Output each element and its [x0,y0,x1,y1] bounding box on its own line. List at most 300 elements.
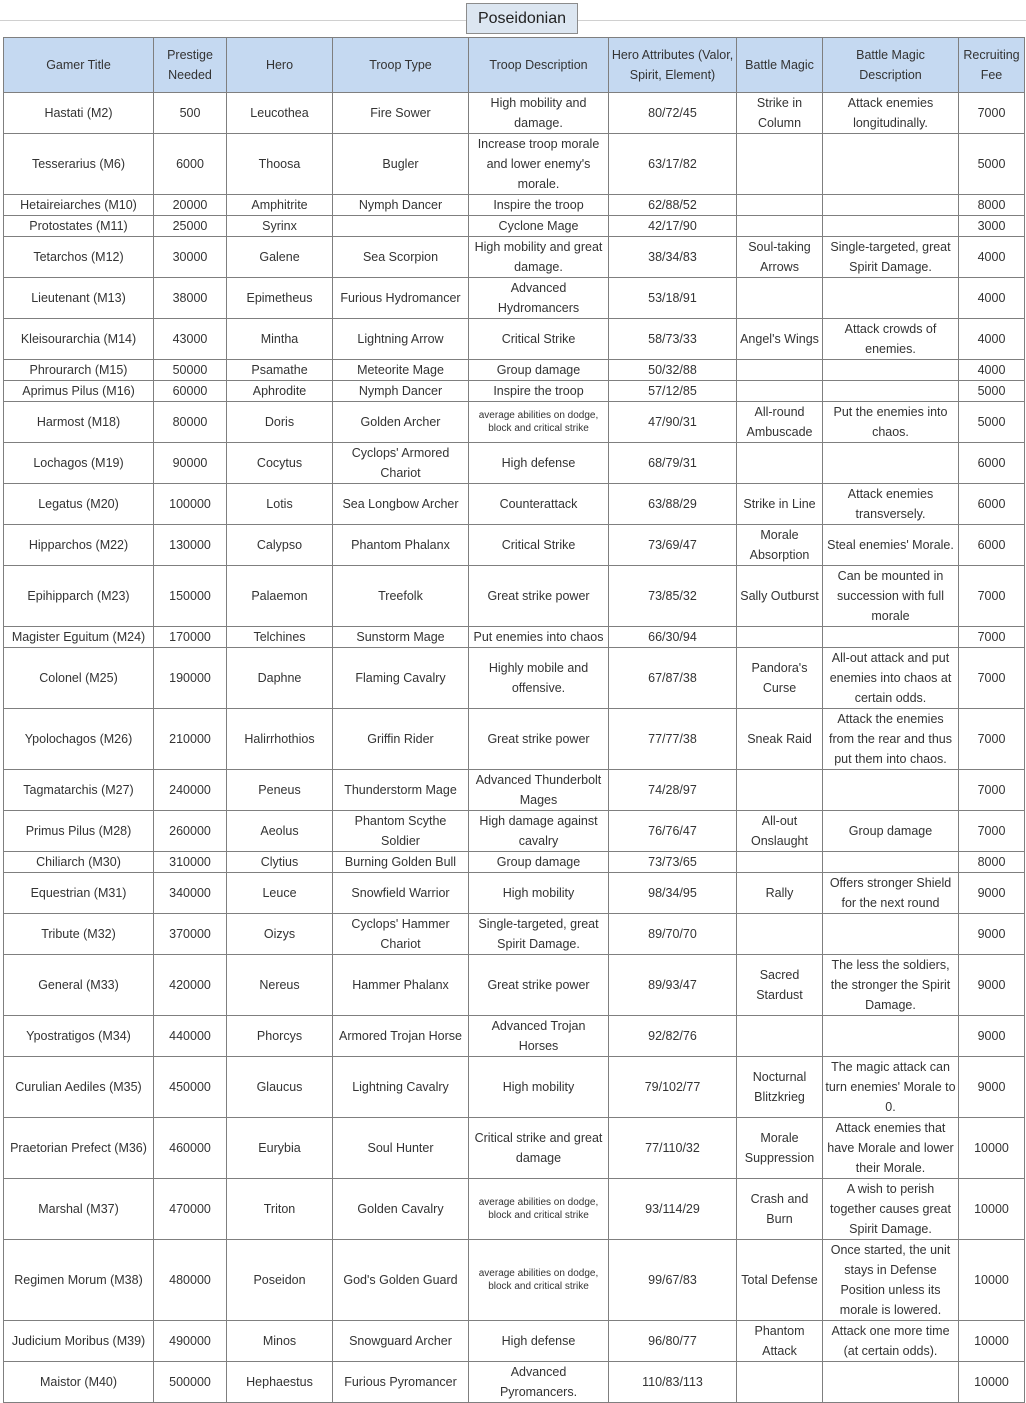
cell-hero-attributes: 42/17/90 [609,216,737,237]
table-row [4,811,1025,852]
cell-hero: Glaucus [227,1057,333,1118]
cell-troop-type: Golden Cavalry [333,1179,469,1240]
cell-battle-magic: All-out Onslaught [737,811,823,852]
poseidonian-table [3,37,1025,1403]
cell-troop-type: God's Golden Guard [333,1240,469,1321]
cell-battle-magic-description: All-out attack and put enemies into chaos at certain odds. [823,648,959,709]
cell-battle-magic-description: Attack enemies that have Morale and lower their Morale. [823,1118,959,1179]
cell-hero-attributes: 53/18/91 [609,278,737,319]
cell-hero-attributes: 98/34/95 [609,873,737,914]
cell-hero-attributes: 63/17/82 [609,134,737,195]
cell-recruiting-fee: 9000 [959,873,1025,914]
cell-prestige-needed: 38000 [154,278,227,319]
cell-hero-attributes: 62/88/52 [609,195,737,216]
cell-hero-attributes: 110/83/113 [609,1362,737,1403]
cell-recruiting-fee: 7000 [959,770,1025,811]
cell-troop-description: High mobility [469,873,609,914]
cell-troop-type: Lightning Arrow [333,319,469,360]
cell-gamer-title: Praetorian Prefect (M36) [4,1118,154,1179]
cell-gamer-title: Judicium Moribus (M39) [4,1321,154,1362]
cell-hero-attributes: 47/90/31 [609,402,737,443]
cell-troop-type: Meteorite Mage [333,360,469,381]
table-row [4,955,1025,1016]
cell-hero: Calypso [227,525,333,566]
cell-prestige-needed: 60000 [154,381,227,402]
cell-recruiting-fee: 5000 [959,134,1025,195]
cell-troop-type: Snowguard Archer [333,1321,469,1362]
cell-recruiting-fee: 8000 [959,852,1025,873]
cell-troop-description: Advanced Pyromancers. [469,1362,609,1403]
cell-troop-description: Cyclone Mage [469,216,609,237]
cell-battle-magic-description [823,1362,959,1403]
cell-prestige-needed: 170000 [154,627,227,648]
table-row [4,914,1025,955]
cell-hero: Syrinx [227,216,333,237]
cell-hero: Minos [227,1321,333,1362]
cell-battle-magic-description: Attack crowds of enemies. [823,319,959,360]
cell-prestige-needed: 190000 [154,648,227,709]
cell-hero: Poseidon [227,1240,333,1321]
table-row [4,566,1025,627]
cell-troop-description: Group damage [469,360,609,381]
cell-troop-type: Sea Scorpion [333,237,469,278]
table-row [4,93,1025,134]
cell-gamer-title: Tesserarius (M6) [4,134,154,195]
table-row [4,381,1025,402]
cell-prestige-needed: 440000 [154,1016,227,1057]
header-row [4,38,1025,93]
cell-recruiting-fee: 9000 [959,1057,1025,1118]
cell-battle-magic [737,770,823,811]
cell-battle-magic: Rally [737,873,823,914]
cell-gamer-title: Harmost (M18) [4,402,154,443]
cell-prestige-needed: 240000 [154,770,227,811]
cell-troop-type: Nymph Dancer [333,195,469,216]
cell-hero: Peneus [227,770,333,811]
cell-troop-description: Great strike power [469,566,609,627]
cell-prestige-needed: 490000 [154,1321,227,1362]
cell-hero-attributes: 50/32/88 [609,360,737,381]
table-row [4,216,1025,237]
column-header-battle-magic: Battle Magic [737,38,823,93]
cell-troop-type: Fire Sower [333,93,469,134]
cell-battle-magic: Total Defense [737,1240,823,1321]
cell-gamer-title: General (M33) [4,955,154,1016]
cell-hero: Palaemon [227,566,333,627]
cell-gamer-title: Primus Pilus (M28) [4,811,154,852]
cell-hero-attributes: 58/73/33 [609,319,737,360]
cell-battle-magic-description: Offers stronger Shield for the next round [823,873,959,914]
table-body [4,93,1025,1403]
cell-hero: Aphrodite [227,381,333,402]
cell-hero-attributes: 63/88/29 [609,484,737,525]
cell-hero: Aeolus [227,811,333,852]
cell-recruiting-fee: 6000 [959,443,1025,484]
cell-prestige-needed: 50000 [154,360,227,381]
cell-hero-attributes: 67/87/38 [609,648,737,709]
cell-prestige-needed: 370000 [154,914,227,955]
table-row [4,278,1025,319]
cell-gamer-title: Phrourarch (M15) [4,360,154,381]
table-row [4,852,1025,873]
cell-recruiting-fee: 9000 [959,1016,1025,1057]
cell-recruiting-fee: 10000 [959,1179,1025,1240]
cell-hero: Daphne [227,648,333,709]
cell-battle-magic [737,443,823,484]
cell-troop-type: Hammer Phalanx [333,955,469,1016]
cell-battle-magic-description: The magic attack can turn enemies' Morale to 0. [823,1057,959,1118]
cell-hero-attributes: 73/73/65 [609,852,737,873]
table-row [4,1016,1025,1057]
cell-battle-magic [737,278,823,319]
cell-gamer-title: Kleisourarchia (M14) [4,319,154,360]
cell-recruiting-fee: 7000 [959,566,1025,627]
cell-recruiting-fee: 9000 [959,955,1025,1016]
cell-hero: Amphitrite [227,195,333,216]
cell-troop-type [333,216,469,237]
cell-prestige-needed: 30000 [154,237,227,278]
cell-battle-magic-description: A wish to perish together causes great Spirit Damage. [823,1179,959,1240]
cell-troop-type: Cyclops' Hammer Chariot [333,914,469,955]
cell-troop-type: Griffin Rider [333,709,469,770]
cell-battle-magic [737,381,823,402]
cell-troop-type: Lightning Cavalry [333,1057,469,1118]
cell-battle-magic-description [823,627,959,648]
cell-hero-attributes: 57/12/85 [609,381,737,402]
cell-troop-type: Armored Trojan Horse [333,1016,469,1057]
table-row [4,484,1025,525]
cell-battle-magic: Nocturnal Blitzkrieg [737,1057,823,1118]
column-header-recruiting-fee: Recruiting Fee [959,38,1025,93]
cell-recruiting-fee: 10000 [959,1240,1025,1321]
column-header-hero: Hero [227,38,333,93]
cell-hero: Eurybia [227,1118,333,1179]
cell-hero: Psamathe [227,360,333,381]
column-header-prestige-needed: Prestige Needed [154,38,227,93]
cell-troop-type: Flaming Cavalry [333,648,469,709]
cell-recruiting-fee: 10000 [959,1321,1025,1362]
table-row [4,134,1025,195]
cell-gamer-title: Hetaireiarches (M10) [4,195,154,216]
sheet-title: Poseidonian [466,3,578,34]
cell-recruiting-fee: 3000 [959,216,1025,237]
cell-gamer-title: Colonel (M25) [4,648,154,709]
cell-recruiting-fee: 7000 [959,811,1025,852]
cell-battle-magic: Phantom Attack [737,1321,823,1362]
cell-troop-description: High mobility [469,1057,609,1118]
cell-recruiting-fee: 8000 [959,195,1025,216]
cell-hero-attributes: 77/110/32 [609,1118,737,1179]
cell-prestige-needed: 150000 [154,566,227,627]
cell-prestige-needed: 25000 [154,216,227,237]
cell-troop-type: Phantom Scythe Soldier [333,811,469,852]
table-row [4,319,1025,360]
cell-gamer-title: Legatus (M20) [4,484,154,525]
table-row [4,648,1025,709]
cell-hero: Hephaestus [227,1362,333,1403]
table-row [4,1179,1025,1240]
cell-troop-type: Bugler [333,134,469,195]
column-header-battle-magic-description: Battle Magic Description [823,38,959,93]
cell-hero: Phorcys [227,1016,333,1057]
cell-prestige-needed: 130000 [154,525,227,566]
table-row [4,873,1025,914]
cell-hero: Thoosa [227,134,333,195]
cell-recruiting-fee: 10000 [959,1118,1025,1179]
cell-gamer-title: Protostates (M11) [4,216,154,237]
table-row [4,1321,1025,1362]
cell-battle-magic-description [823,443,959,484]
cell-hero: Galene [227,237,333,278]
cell-prestige-needed: 480000 [154,1240,227,1321]
cell-hero: Epimetheus [227,278,333,319]
cell-prestige-needed: 450000 [154,1057,227,1118]
cell-recruiting-fee: 7000 [959,648,1025,709]
cell-troop-description: Group damage [469,852,609,873]
table-row [4,1362,1025,1403]
cell-hero-attributes: 38/34/83 [609,237,737,278]
cell-gamer-title: Chiliarch (M30) [4,852,154,873]
cell-hero-attributes: 92/82/76 [609,1016,737,1057]
cell-recruiting-fee: 4000 [959,278,1025,319]
table-row [4,627,1025,648]
cell-battle-magic [737,360,823,381]
cell-battle-magic: Angel's Wings [737,319,823,360]
table-row [4,237,1025,278]
cell-recruiting-fee: 5000 [959,402,1025,443]
cell-troop-description: High mobility and great damage. [469,237,609,278]
cell-hero-attributes: 73/85/32 [609,566,737,627]
cell-prestige-needed: 500 [154,93,227,134]
cell-hero-attributes: 79/102/77 [609,1057,737,1118]
column-header-troop-type: Troop Type [333,38,469,93]
cell-gamer-title: Maistor (M40) [4,1362,154,1403]
cell-battle-magic [737,195,823,216]
table-row [4,770,1025,811]
cell-troop-description: Advanced Trojan Horses [469,1016,609,1057]
cell-hero-attributes: 99/67/83 [609,1240,737,1321]
cell-troop-type: Golden Archer [333,402,469,443]
cell-troop-description: average abilities on dodge, block and critical strike [469,1240,609,1321]
cell-recruiting-fee: 5000 [959,381,1025,402]
cell-hero: Leuce [227,873,333,914]
cell-hero-attributes: 77/77/38 [609,709,737,770]
table-row [4,709,1025,770]
cell-troop-type: Furious Pyromancer [333,1362,469,1403]
cell-recruiting-fee: 4000 [959,360,1025,381]
column-header-gamer-title: Gamer Title [4,38,154,93]
cell-battle-magic-description: Attack the enemies from the rear and thus put them into chaos. [823,709,959,770]
cell-battle-magic: Morale Absorption [737,525,823,566]
cell-battle-magic [737,134,823,195]
cell-troop-type: Sunstorm Mage [333,627,469,648]
cell-gamer-title: Regimen Morum (M38) [4,1240,154,1321]
cell-gamer-title: Tetarchos (M12) [4,237,154,278]
cell-battle-magic-description [823,381,959,402]
cell-battle-magic-description [823,360,959,381]
cell-troop-description: High mobility and damage. [469,93,609,134]
cell-troop-description: Increase troop morale and lower enemy's morale. [469,134,609,195]
cell-troop-type: Soul Hunter [333,1118,469,1179]
cell-battle-magic [737,852,823,873]
cell-prestige-needed: 210000 [154,709,227,770]
cell-battle-magic-description: Attack enemies transversely. [823,484,959,525]
cell-troop-description: Advanced Thunderbolt Mages [469,770,609,811]
cell-troop-description: Inspire the troop [469,381,609,402]
cell-battle-magic-description [823,216,959,237]
cell-troop-description: Single-targeted, great Spirit Damage. [469,914,609,955]
cell-hero: Halirrhothios [227,709,333,770]
cell-gamer-title: Epihipparch (M23) [4,566,154,627]
cell-troop-description: Critical strike and great damage [469,1118,609,1179]
cell-gamer-title: Lochagos (M19) [4,443,154,484]
cell-prestige-needed: 340000 [154,873,227,914]
cell-troop-description: Advanced Hydromancers [469,278,609,319]
cell-battle-magic-description: Once started, the unit stays in Defense Position unless its morale is lowered. [823,1240,959,1321]
cell-battle-magic-description [823,195,959,216]
cell-gamer-title: Lieutenant (M13) [4,278,154,319]
cell-battle-magic: Sally Outburst [737,566,823,627]
cell-battle-magic: Sacred Stardust [737,955,823,1016]
cell-battle-magic-description: Attack enemies longitudinally. [823,93,959,134]
table-row [4,1057,1025,1118]
cell-prestige-needed: 420000 [154,955,227,1016]
cell-troop-description: Critical Strike [469,525,609,566]
cell-battle-magic-description: The less the soldiers, the stronger the Spirit Damage. [823,955,959,1016]
cell-hero-attributes: 66/30/94 [609,627,737,648]
cell-recruiting-fee: 7000 [959,93,1025,134]
cell-hero: Triton [227,1179,333,1240]
cell-battle-magic-description: Group damage [823,811,959,852]
cell-prestige-needed: 500000 [154,1362,227,1403]
cell-battle-magic: Morale Suppression [737,1118,823,1179]
cell-battle-magic-description [823,1016,959,1057]
cell-hero: Mintha [227,319,333,360]
cell-hero: Clytius [227,852,333,873]
cell-battle-magic: Soul-taking Arrows [737,237,823,278]
cell-hero-attributes: 73/69/47 [609,525,737,566]
cell-prestige-needed: 43000 [154,319,227,360]
cell-battle-magic: All-round Ambuscade [737,402,823,443]
cell-troop-type: Furious Hydromancer [333,278,469,319]
cell-battle-magic: Strike in Line [737,484,823,525]
cell-gamer-title: Ypolochagos (M26) [4,709,154,770]
cell-troop-description: Great strike power [469,709,609,770]
cell-battle-magic-description: Can be mounted in succession with full morale [823,566,959,627]
cell-battle-magic: Sneak Raid [737,709,823,770]
cell-troop-description: Highly mobile and offensive. [469,648,609,709]
table-row [4,360,1025,381]
cell-battle-magic [737,216,823,237]
cell-gamer-title: Ypostratigos (M34) [4,1016,154,1057]
cell-recruiting-fee: 10000 [959,1362,1025,1403]
cell-battle-magic: Strike in Column [737,93,823,134]
cell-prestige-needed: 80000 [154,402,227,443]
cell-troop-type: Cyclops' Armored Chariot [333,443,469,484]
cell-hero-attributes: 89/70/70 [609,914,737,955]
cell-troop-description: average abilities on dodge, block and critical strike [469,1179,609,1240]
cell-battle-magic [737,1016,823,1057]
cell-gamer-title: Tagmatarchis (M27) [4,770,154,811]
table-row [4,1240,1025,1321]
cell-hero-attributes: 68/79/31 [609,443,737,484]
cell-hero: Cocytus [227,443,333,484]
cell-troop-type: Treefolk [333,566,469,627]
cell-battle-magic-description [823,770,959,811]
cell-hero-attributes: 80/72/45 [609,93,737,134]
cell-troop-description: Great strike power [469,955,609,1016]
table-row [4,525,1025,566]
cell-troop-type: Phantom Phalanx [333,525,469,566]
table-row [4,1118,1025,1179]
cell-troop-description: High defense [469,443,609,484]
cell-troop-type: Snowfield Warrior [333,873,469,914]
cell-troop-description: Critical Strike [469,319,609,360]
cell-battle-magic-description [823,134,959,195]
cell-hero-attributes: 76/76/47 [609,811,737,852]
cell-gamer-title: Tribute (M32) [4,914,154,955]
cell-gamer-title: Aprimus Pilus (M16) [4,381,154,402]
cell-battle-magic-description [823,914,959,955]
cell-prestige-needed: 460000 [154,1118,227,1179]
cell-battle-magic-description: Single-targeted, great Spirit Damage. [823,237,959,278]
cell-battle-magic: Pandora's Curse [737,648,823,709]
cell-troop-description: Put enemies into chaos [469,627,609,648]
cell-battle-magic-description: Put the enemies into chaos. [823,402,959,443]
column-header-hero-attributes: Hero Attributes (Valor, Spirit, Element) [609,38,737,93]
cell-troop-description: High damage against cavalry [469,811,609,852]
cell-recruiting-fee: 7000 [959,627,1025,648]
cell-prestige-needed: 20000 [154,195,227,216]
cell-gamer-title: Hastati (M2) [4,93,154,134]
cell-battle-magic [737,914,823,955]
cell-recruiting-fee: 6000 [959,525,1025,566]
cell-troop-type: Burning Golden Bull [333,852,469,873]
cell-hero: Oizys [227,914,333,955]
cell-battle-magic [737,1362,823,1403]
cell-gamer-title: Magister Eguitum (M24) [4,627,154,648]
cell-troop-type: Sea Longbow Archer [333,484,469,525]
cell-recruiting-fee: 4000 [959,237,1025,278]
cell-gamer-title: Equestrian (M31) [4,873,154,914]
cell-troop-description: High defense [469,1321,609,1362]
cell-recruiting-fee: 4000 [959,319,1025,360]
cell-hero: Doris [227,402,333,443]
cell-battle-magic [737,627,823,648]
cell-hero: Telchines [227,627,333,648]
cell-battle-magic-description [823,278,959,319]
cell-troop-description: Counterattack [469,484,609,525]
cell-hero-attributes: 93/114/29 [609,1179,737,1240]
cell-battle-magic-description: Steal enemies' Morale. [823,525,959,566]
cell-hero: Lotis [227,484,333,525]
cell-hero-attributes: 74/28/97 [609,770,737,811]
cell-troop-type: Thunderstorm Mage [333,770,469,811]
cell-troop-description: average abilities on dodge, block and critical strike [469,402,609,443]
cell-recruiting-fee: 9000 [959,914,1025,955]
column-header-troop-description: Troop Description [469,38,609,93]
cell-prestige-needed: 90000 [154,443,227,484]
cell-gamer-title: Curulian Aediles (M35) [4,1057,154,1118]
cell-battle-magic-description [823,852,959,873]
cell-troop-description: Inspire the troop [469,195,609,216]
cell-hero: Nereus [227,955,333,1016]
cell-hero-attributes: 96/80/77 [609,1321,737,1362]
cell-gamer-title: Marshal (M37) [4,1179,154,1240]
cell-prestige-needed: 470000 [154,1179,227,1240]
table-row [4,195,1025,216]
cell-gamer-title: Hipparchos (M22) [4,525,154,566]
